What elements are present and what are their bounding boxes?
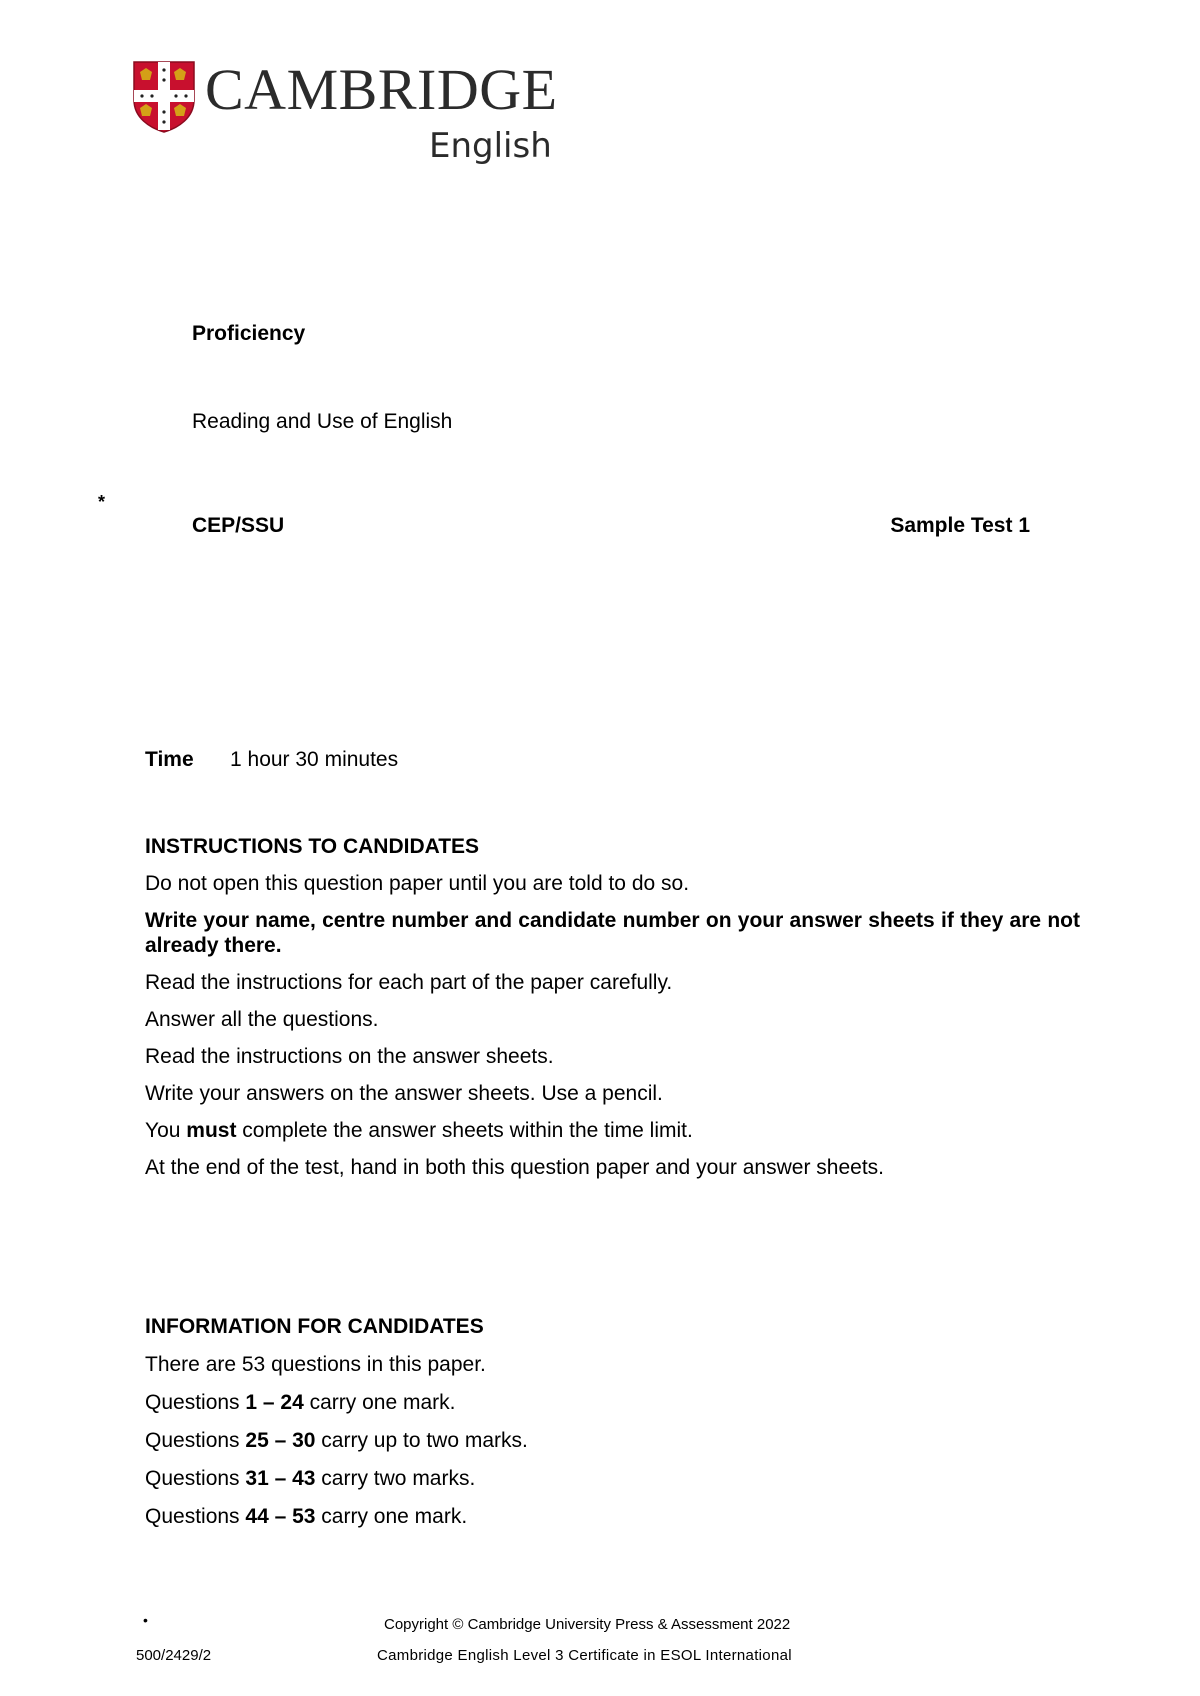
cambridge-shield-icon bbox=[132, 60, 196, 134]
information-text: Questions bbox=[145, 1505, 246, 1528]
instruction-item: At the end of the test, hand in both this question paper and your answer sheets. bbox=[145, 1156, 884, 1179]
question-range: 25 – 30 bbox=[245, 1429, 316, 1452]
instruction-item: Read the instructions for each part of the paper carefully. bbox=[145, 971, 673, 994]
information-text: Questions bbox=[145, 1467, 246, 1490]
time-row bbox=[145, 748, 398, 772]
information-heading: INFORMATION FOR CANDIDATES bbox=[145, 1315, 484, 1338]
time-label: Time bbox=[145, 748, 194, 771]
information-text: Questions bbox=[145, 1391, 246, 1414]
paper-code: CEP/SSU bbox=[192, 514, 285, 537]
copyright-notice: Copyright © Cambridge University Press & Assessment 2022 bbox=[384, 1616, 791, 1633]
instructions-heading: INSTRUCTIONS TO CANDIDATES bbox=[145, 835, 480, 858]
question-range: 31 – 43 bbox=[245, 1467, 316, 1490]
information-text: carry one mark. bbox=[315, 1505, 468, 1528]
question-range: 44 – 53 bbox=[245, 1505, 316, 1528]
logo-subtitle: English bbox=[429, 126, 552, 166]
instruction-item: Read the instructions on the answer sheets. bbox=[145, 1045, 554, 1068]
information-item: There are 53 questions in this paper. bbox=[145, 1353, 486, 1376]
asterisk-mark: * bbox=[98, 492, 106, 512]
information-item bbox=[145, 1428, 1080, 1453]
instruction-text: complete the answer sheets within the time limit. bbox=[236, 1119, 693, 1142]
instruction-item: Write your answers on the answer sheets. Use a pencil. bbox=[145, 1082, 663, 1105]
question-range: 1 – 24 bbox=[245, 1391, 304, 1414]
instruction-item bbox=[145, 1118, 1080, 1143]
instruction-item: Answer all the questions. bbox=[145, 1008, 379, 1031]
instruction-item: Do not open this question paper until you are told to do so. bbox=[145, 872, 690, 895]
instruction-text: You bbox=[145, 1119, 187, 1142]
paper-subject: Reading and Use of English bbox=[192, 410, 453, 433]
information-text: Questions bbox=[145, 1429, 246, 1452]
paper-reference: 500/2429/2 bbox=[136, 1647, 212, 1664]
information-item bbox=[145, 1466, 1080, 1491]
logo-wordmark: CAMBRIDGE bbox=[205, 57, 558, 122]
information-text: carry up to two marks. bbox=[315, 1429, 528, 1452]
information-section bbox=[145, 1314, 1080, 1529]
instruction-item: Write your name, centre number and candidate number on your answer sheets if they are not already there. bbox=[145, 909, 1080, 957]
instructions-section bbox=[145, 834, 1080, 1180]
instruction-emphasis: must bbox=[186, 1119, 237, 1142]
information-item bbox=[145, 1504, 1080, 1529]
sample-test-label: Sample Test 1 bbox=[890, 514, 1030, 537]
information-text: carry two marks. bbox=[315, 1467, 476, 1490]
information-item bbox=[145, 1390, 1080, 1415]
footer-dot: • bbox=[143, 1612, 148, 1628]
time-value: 1 hour 30 minutes bbox=[230, 748, 399, 771]
information-text: carry one mark. bbox=[303, 1391, 456, 1414]
paper-level: Proficiency bbox=[192, 322, 306, 345]
qualification-name: Cambridge English Level 3 Certificate in ESOL International bbox=[377, 1647, 792, 1664]
